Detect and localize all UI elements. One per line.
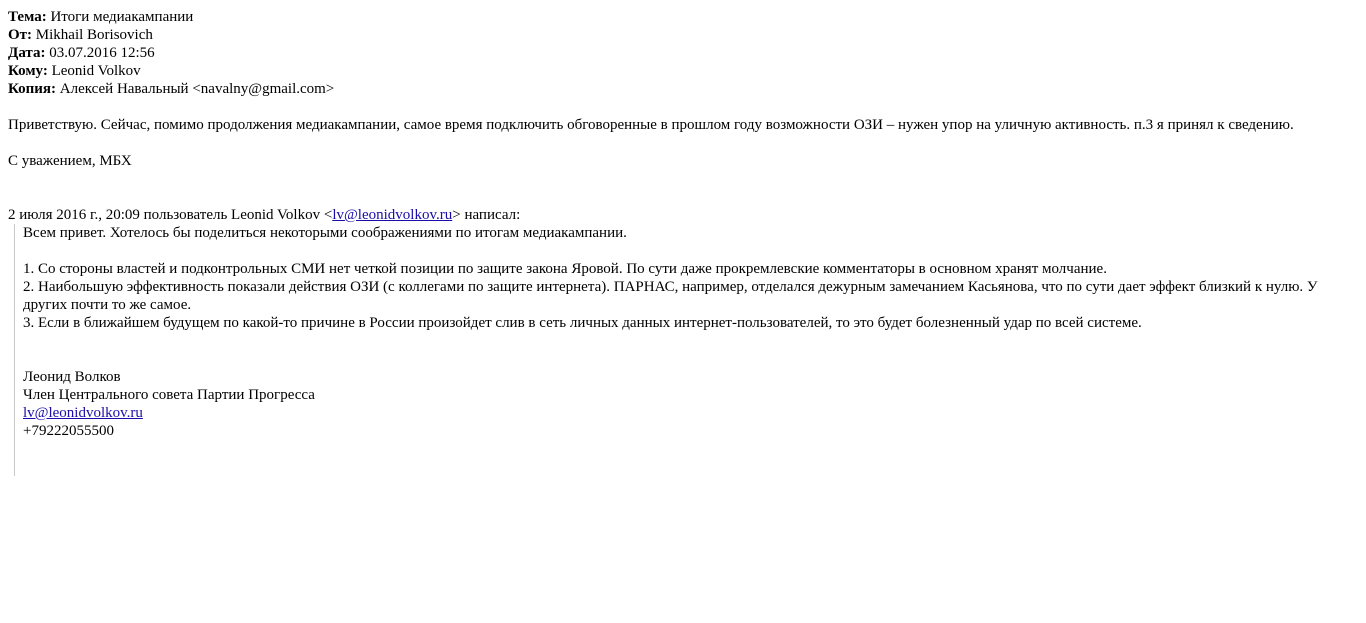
from-label: От: (8, 27, 33, 43)
quote-attribution-suffix: > написал: (452, 207, 521, 223)
quoted-point-1: 1. Со стороны властей и подконтрольных СМИ нет четкой позиции по защите закона Яровой. По сути даже прокремлевские комментаторы в основном хранят молчание. (23, 261, 1107, 277)
subject-value: Итоги медиакампании (50, 9, 194, 25)
quoted-point-2: 2. Наибольшую эффективность показали действия ОЗИ (с коллегами по защите интернета). ПАРНАС, например, отделался дежурным замечанием Касьянова, что по сути дает эффект близкий к нулю. У других почти то же самое. (23, 279, 1318, 313)
date-label: Дата: (8, 45, 46, 61)
signature-phone: +79222055500 (23, 423, 114, 439)
spacer (8, 134, 1358, 152)
from-line (8, 26, 1358, 44)
date-line (8, 44, 1358, 62)
to-label: Кому: (8, 63, 48, 79)
email-message (8, 8, 1358, 476)
quoted-opening: Всем привет. Хотелось бы поделиться некоторыми соображениями по итогам медиакампании. (23, 225, 627, 241)
subject-label: Тема: (8, 9, 47, 25)
subject-line (8, 8, 1358, 26)
signature-email-link[interactable]: lv@leonidvolkov.ru (23, 405, 143, 421)
to-value: Leonid Volkov (51, 63, 141, 79)
quote-attribution-prefix: 2 июля 2016 г., 20:09 пользователь Leonid Volkov < (8, 207, 333, 223)
message-signoff: С уважением, МБХ (8, 153, 132, 169)
spacer (23, 350, 1353, 368)
cc-line (8, 80, 1358, 98)
message-body-paragraph: Приветствую. Сейчас, помимо продолжения медиакампании, самое время подключить обговоренные в прошлом году возможности ОЗИ – нужен упор на уличную активность. п.3 я принял к сведению. (8, 117, 1294, 133)
cc-value: Алексей Навальный <navalny@gmail.com> (59, 81, 335, 97)
spacer (23, 242, 1353, 260)
quote-author-email-link[interactable]: lv@leonidvolkov.ru (332, 207, 453, 223)
to-line (8, 62, 1358, 80)
date-value: 03.07.2016 12:56 (49, 45, 155, 61)
from-value: Mikhail Borisovich (35, 27, 153, 43)
quoted-message (14, 224, 1353, 476)
quoted-point-3: 3. Если в ближайшем будущем по какой-то причине в России произойдет слив в сеть личных данных интернет-пользователей, то это будет болезненный удар по всей системе. (23, 315, 1142, 331)
quote-attribution (8, 206, 1358, 224)
spacer (8, 98, 1358, 116)
spacer (8, 188, 1358, 206)
signature-name: Леонид Волков (23, 369, 121, 385)
spacer (8, 170, 1358, 188)
email-headers (8, 8, 1358, 98)
cc-label: Копия: (8, 81, 57, 97)
spacer (23, 332, 1353, 350)
signature-title: Член Центрального совета Партии Прогресса (23, 387, 315, 403)
